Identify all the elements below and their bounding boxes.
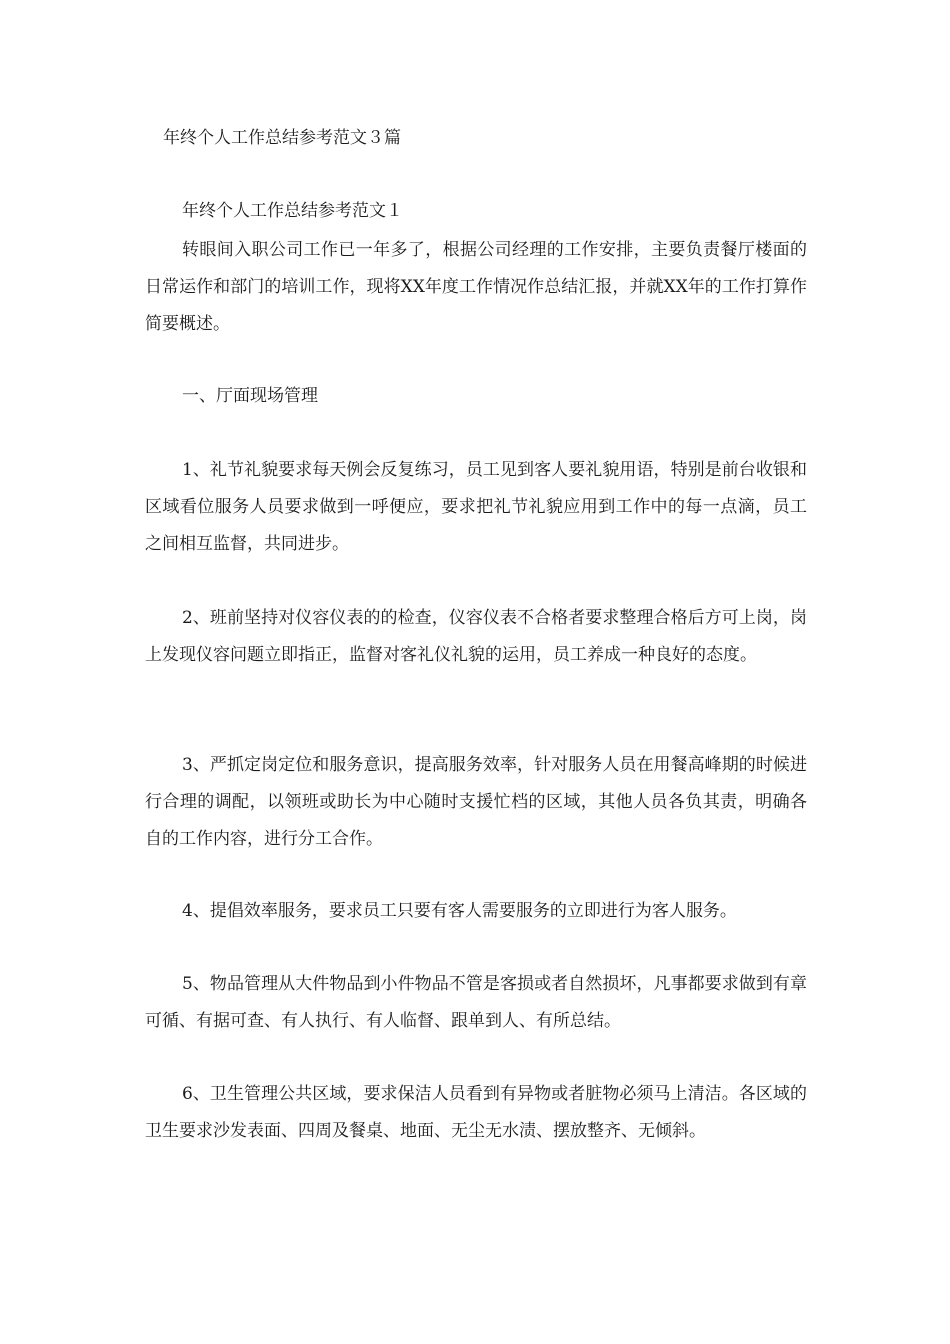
document-title: 年终个人工作总结参考范文３篇 [163, 128, 401, 148]
section-heading: 一、厅面现场管理 [182, 386, 318, 406]
list-item: 6、卫生管理公共区域，要求保洁人员看到有异物或者脏物必须马上清洁。各区域的卫生要求沙发表面、四周及餐桌、地面、无尘无水渍、摆放整齐、无倾斜。 [145, 1084, 807, 1141]
list-item: 2、班前坚持对仪容仪表的的检查，仪容仪表不合格者要求整理合格后方可上岗，岗上发现仪容问题立即指正，监督对客礼仪礼貌的运用，员工养成一种良好的态度。 [145, 608, 807, 665]
list-item: 3、严抓定岗定位和服务意识，提高服务效率，针对服务人员在用餐高峰期的时候进行合理的调配，以领班或助长为中心随时支援忙档的区域，其他人员各负其责，明确各自的工作内容，进行分工合作。 [145, 755, 807, 849]
article-subtitle: 年终个人工作总结参考范文１ [182, 201, 403, 221]
list-item: 5、物品管理从大件物品到小件物品不管是客损或者自然损坏，凡事都要求做到有章可循、有据可查、有人执行、有人临督、跟单到人、有所总结。 [145, 974, 807, 1031]
intro-paragraph: 转眼间入职公司工作已一年多了，根据公司经理的工作安排，主要负责餐厅楼面的日常运作和部门的培训工作，现将XX年度工作情况作总结汇报，并就XX年的工作打算作简要概述。 [145, 240, 807, 334]
list-item: 4、提倡效率服务，要求员工只要有客人需要服务的立即进行为客人服务。 [182, 901, 737, 921]
list-item: 1、礼节礼貌要求每天例会反复练习，员工见到客人要礼貌用语，特别是前台收银和区域看位服务人员要求做到一呼便应，要求把礼节礼貌应用到工作中的每一点滴，员工之间相互监督，共同进步。 [145, 460, 807, 554]
